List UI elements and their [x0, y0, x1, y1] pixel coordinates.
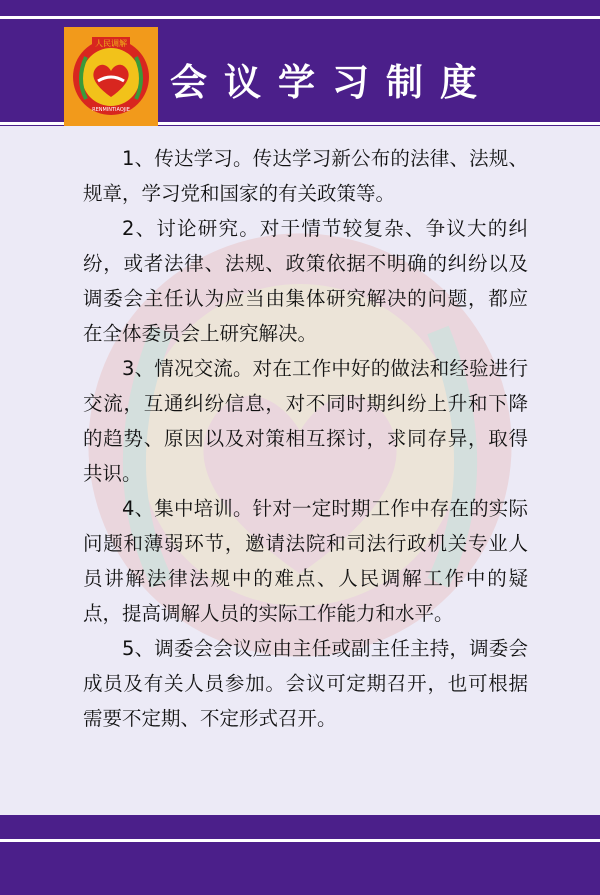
- emblem-banner-text: 人民调解: [95, 39, 127, 48]
- rule-paragraph-2: 2、讨论研究。对于情节较复杂、争议大的纠纷，或者法律、法规、政策依据不明确的纠纷以及调委会主任认为应当由集体研究解决的问题，都应在全体委员会上研究解决。: [83, 217, 528, 345]
- rule-paragraph-4: 4、集中培训。针对一定时期工作中存在的实际问题和薄弱环节，邀请法院和司法行政机关专业人员讲解法律法规中的难点、人民调解工作中的疑点，提高调解人员的实际工作能力和水平。: [83, 497, 528, 625]
- rules-text: [83, 141, 528, 736]
- emblem-ring-text: RENMINTIAOJIE: [92, 107, 130, 113]
- header-top-stripe: [0, 16, 600, 19]
- page-title: 会议学习制度: [170, 61, 494, 104]
- footer-stripe: [0, 839, 600, 842]
- people-mediation-emblem-icon: [64, 27, 158, 126]
- logo-box: [64, 27, 158, 126]
- rule-paragraph-3: 3、情况交流。对在工作中好的做法和经验进行交流，互通纠纷信息，对不同时期纠纷上升和下降的趋势、原因以及对策相互探讨，求同存异，取得共识。: [83, 357, 528, 485]
- header-bar: [0, 0, 600, 126]
- rule-paragraph-1: 1、传达学习。传达学习新公布的法律、法规、规章，学习党和国家的有关政策等。: [83, 147, 528, 205]
- rule-paragraph-5: 5、调委会会议应由主任或副主任主持，调委会成员及有关人员参加。会议可定期召开，也可根据需要不定期、不定形式召开。: [83, 637, 528, 730]
- footer-bar: [0, 815, 600, 895]
